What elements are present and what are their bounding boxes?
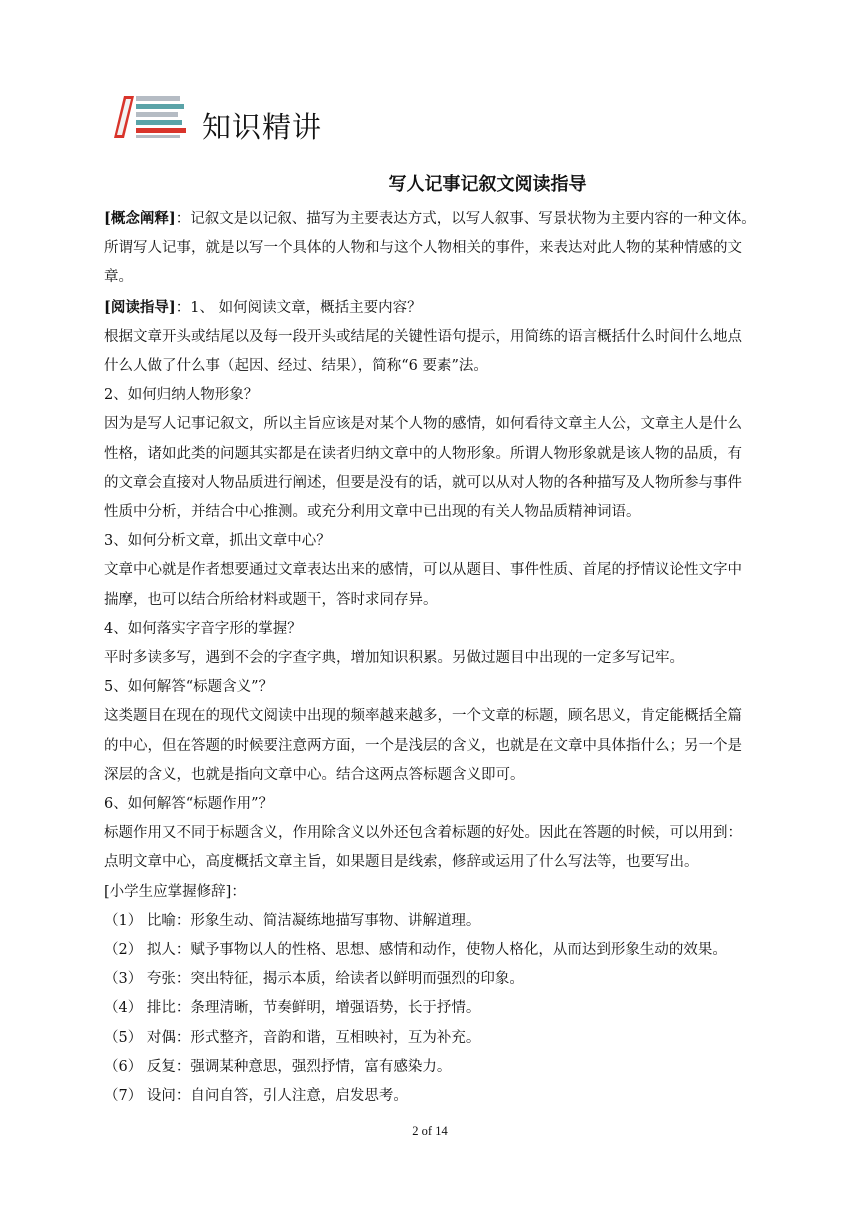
question-6: 6、如何解答“标题作用”？ xyxy=(104,796,274,813)
answer-line: 点明文章中心，高度概括文章主旨，如果题目是线索，修辞或运用了什么写法等，也要写出。 xyxy=(104,854,699,871)
question-5: 5、如何解答“标题含义”？ xyxy=(104,679,274,696)
section-label: 知识精讲 xyxy=(202,110,323,140)
concept-label: [概念阐释] xyxy=(104,210,176,227)
page-title: 写人记事记叙文阅读指导 xyxy=(388,174,587,195)
section-header xyxy=(106,92,366,142)
question-2: 2、如何归纳人物形象？ xyxy=(104,387,259,404)
answer-line: 文章中心就是作者想要通过文章表达出来的感情，可以从题目、事件性质、首尾的抒情议论性文字中 xyxy=(104,562,742,579)
page-number: 2 of 14 xyxy=(412,1124,448,1138)
guide-label: [阅读指导] xyxy=(104,298,176,316)
rhetoric-item: （2） 拟人：赋予事物以人的性格、思想、感情和动作，使物人格化，从而达到形象生动的效果。 xyxy=(104,942,727,959)
answer-line: 这类题目在现在的现代文阅读中出现的频率越来越多，一个文章的标题，顾名思义，肯定能概括全篇 xyxy=(104,708,742,725)
rhetoric-item: （6） 反复：强调某种意思，强烈抒情，富有感染力。 xyxy=(104,1058,452,1075)
rhetoric-item: （1） 比喻：形象生动、简洁凝练地描写事物、讲解道理。 xyxy=(104,912,481,929)
guide-paragraph xyxy=(104,293,780,323)
rhetoric-item: （3） 夸张：突出特征，揭示本质，给读者以鲜明而强烈的印象。 xyxy=(104,971,524,988)
answer-line: 标题作用又不同于标题含义，作用除含义以外还包含着标题的好处。因此在答题的时候，可以用到： xyxy=(104,825,742,842)
concept-paragraph xyxy=(104,204,780,234)
concept-text: ：记叙文是以记叙、描写为主要表达方式，以写人叙事、写景状物为主要内容的一种文体。 xyxy=(175,211,756,227)
books-logo-icon xyxy=(106,92,196,142)
rhetoric-item: （7） 设问：自问自答，引人注意，启发思考。 xyxy=(104,1088,408,1105)
answer-line: 性质中分析，并结合中心推测。或充分利用文章中已出现的有关人物品质精神词语。 xyxy=(104,504,641,521)
answer-line: 的中心，但在答题的时候要注意两方面，一个是浅层的含义，也就是在文章中具体指什么；另一个是 xyxy=(104,737,742,754)
concept-line: 章。 xyxy=(104,269,133,286)
answer-line: 揣摩，也可以结合所给材料或题干，答时求同存异。 xyxy=(104,591,438,608)
question-4: 4、如何落实字音字形的掌握？ xyxy=(104,620,302,637)
rhetoric-item: （5） 对偶：形式整齐，音韵和谐，互相映衬，互为补充。 xyxy=(104,1029,481,1046)
question-1: ：1、 如何阅读文章，概括主要内容？ xyxy=(175,299,422,316)
answer-line: 深层的含义，也就是指向文章中心。结合这两点答标题含义即可。 xyxy=(104,766,525,783)
rhetoric-heading: [小学生应掌握修辞]： xyxy=(104,883,246,900)
concept-line: 所谓写人记事，就是以写一个具体的人物和与这个人物相关的事件，来表达对此人物的某种情感的文 xyxy=(104,240,742,257)
document-body xyxy=(104,204,780,1111)
answer-line: 平时多读多写，遇到不会的字查字典，增加知识积累。另做过题目中出现的一定多写记牢。 xyxy=(104,650,684,667)
answer-line: 根据文章开头或结尾以及每一段开头或结尾的关键性语句提示，用简练的语言概括什么时间什么地点 xyxy=(104,328,742,345)
rhetoric-item: （4） 排比：条理清晰，节奏鲜明，增强语势，长于抒情。 xyxy=(104,1000,481,1017)
question-3: 3、如何分析文章，抓出文章中心？ xyxy=(104,533,331,550)
answer-line: 什么人做了什么事（起因、经过、结果），简称“6 要素”法。 xyxy=(104,358,488,375)
answer-line: 的文章会直接对人物品质进行阐述，但要是没有的话，就可以从对人物的各种描写及人物所参与事件 xyxy=(104,474,742,491)
answer-line: 因为是写人记事记叙文，所以主旨应该是对某个人物的感情，如何看待文章主人公，文章主人是什么 xyxy=(104,416,742,433)
answer-line: 性格，诸如此类的问题其实都是在读者归纳文章中的人物形象。所谓人物形象就是该人物的品质，有 xyxy=(104,445,742,462)
